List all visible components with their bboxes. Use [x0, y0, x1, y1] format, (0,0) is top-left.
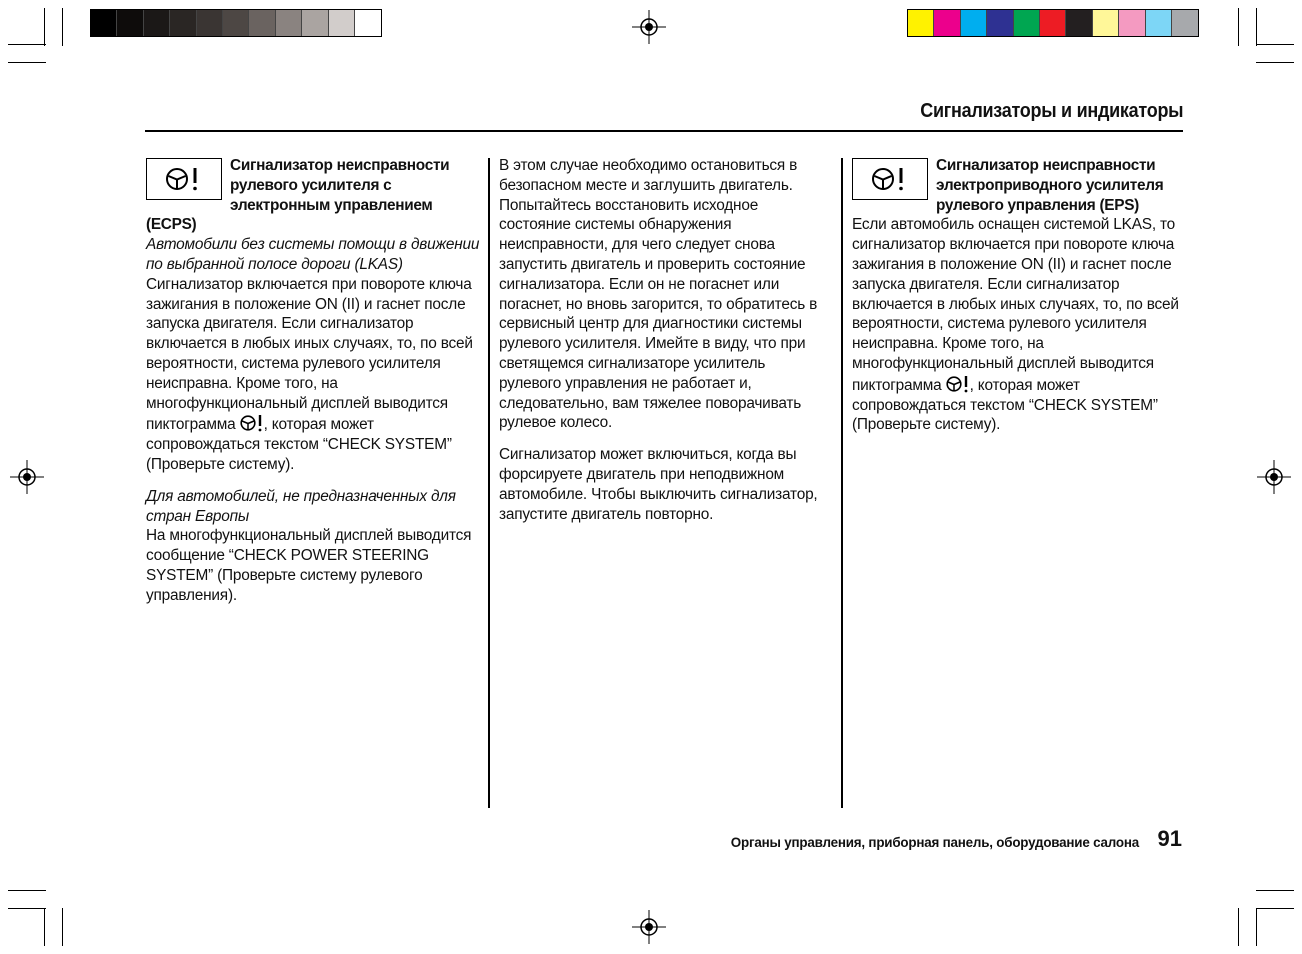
body-text: , которая может сопровождаться текстом “CHECK SYSTEM” (Проверьте систему).: [852, 376, 1158, 434]
body-paragraph: [852, 215, 1187, 435]
column-divider: [488, 158, 490, 808]
color-swatch: [1066, 10, 1092, 36]
warning-title-line: электроприводного усилителя: [936, 176, 1164, 194]
non-europe-note: Для автомобилей, не предназначенных для стран Европы: [146, 487, 456, 525]
warning-title-line: рулевого усилителя с: [230, 176, 392, 194]
crop-mark: [8, 908, 46, 909]
crop-mark: [1256, 908, 1294, 909]
color-swatch: [197, 10, 223, 36]
color-swatch: [934, 10, 960, 36]
page-title: Сигнализаторы и индикаторы: [919, 100, 1183, 122]
crop-mark: [8, 62, 46, 63]
color-swatch: [117, 10, 143, 36]
body-paragraph: Сигнализатор может включиться, когда вы форсируете двигатель при неподвижном автомобиле. Чтобы выключить сигнализатор, запустите двигатель повторно.: [499, 446, 818, 523]
crop-mark: [44, 8, 45, 46]
color-swatch: [144, 10, 170, 36]
section-footer: Органы управления, приборная панель, оборудование салона: [730, 835, 1139, 850]
crop-mark: [1256, 908, 1257, 946]
power-steering-warning-icon: [240, 413, 264, 433]
color-swatch: [329, 10, 355, 36]
crop-mark: [44, 908, 45, 946]
color-swatch: [276, 10, 302, 36]
power-steering-warning-icon: [946, 374, 970, 394]
color-swatch: [987, 10, 1013, 36]
process-color-bar: [907, 9, 1199, 37]
column-divider: [841, 158, 843, 808]
crop-mark: [1256, 890, 1294, 891]
registration-mark-icon: [10, 460, 44, 494]
registration-mark-icon: [632, 10, 666, 44]
color-swatch: [355, 10, 381, 36]
color-swatch: [1172, 10, 1198, 36]
body-paragraph: [146, 275, 486, 475]
color-swatch: [223, 10, 249, 36]
crop-mark: [1256, 44, 1294, 45]
warning-title-line: Сигнализатор неисправности: [230, 157, 450, 174]
column-2: [499, 156, 829, 524]
crop-mark: [1256, 8, 1257, 46]
registration-mark-icon: [1257, 460, 1291, 494]
crop-mark: [1238, 908, 1239, 946]
registration-mark-icon: [632, 910, 666, 944]
warning-title-line: электронным управлением (ECPS): [146, 196, 433, 234]
body-text: Если автомобиль оснащен системой LKAS, то сигнализатор включается при повороте ключа зажигания в положение ON (II) и гаснет после запуска двигателя. Если сигнализатор включается в любых иных случаях, то, по всей вероятности, система рулевого усилителя неисправна. Кроме того, на многофункциональный дисплей выводится пиктограмма: [852, 216, 1179, 394]
body-text: , которая может сопровождаться текстом “CHECK SYSTEM” (Проверьте систему).: [146, 416, 452, 473]
body-paragraph: На многофункциональный дисплей выводится сообщение “CHECK POWER STEERING SYSTEM” (Проверьте систему рулевого управления).: [146, 527, 472, 604]
color-swatch: [1119, 10, 1145, 36]
color-swatch: [1014, 10, 1040, 36]
color-swatch: [1040, 10, 1066, 36]
page-number: 91: [1157, 826, 1182, 851]
power-steering-warning-icon: [870, 164, 910, 194]
color-swatch: [170, 10, 196, 36]
color-swatch: [961, 10, 987, 36]
crop-mark: [62, 8, 63, 46]
crop-mark: [8, 890, 46, 891]
color-swatch: [91, 10, 117, 36]
crop-mark: [1256, 62, 1294, 63]
crop-mark: [62, 908, 63, 946]
color-swatch: [908, 10, 934, 36]
power-steering-warning-icon: [164, 164, 204, 194]
color-swatch: [249, 10, 275, 36]
column-3: [852, 156, 1187, 435]
crop-mark: [1238, 8, 1239, 46]
header-divider: [145, 130, 1183, 132]
warning-title-line: Сигнализатор неисправности: [936, 157, 1156, 174]
color-swatch: [302, 10, 328, 36]
warning-title-line: рулевого управления (EPS): [936, 196, 1140, 214]
color-swatch: [1093, 10, 1119, 36]
body-paragraph: В этом случае необходимо остановиться в безопасном месте и заглушить двигатель. Попытайтесь восстановить исходное состояние системы обнаружения неисправности, для чего следует снова запустить двигатель и проверить состояние сигнализатора. Если он не погаснет или погаснет, но вновь загорится, то обратитесь в сервисный центр для диагностики системы рулевого усилителя. Имейте в виду, что при светящемся сигнализаторе усилитель рулевого управления не работает и, следовательно, вам тяжелее поворачивать рулевое колесо.: [499, 157, 818, 432]
warning-icon-box: [146, 158, 222, 200]
warning-icon-box: [852, 158, 928, 200]
color-swatch: [1146, 10, 1172, 36]
lkas-note: Автомобили без системы помощи в движении по выбранной полосе дороги (LKAS): [146, 236, 480, 273]
crop-mark: [8, 44, 46, 45]
body-text: Сигнализатор включается при повороте ключа зажигания в положение ON (II) и гаснет после запуска двигателя. Если сигнализатор включается в любых иных случаях, то, по всей вероятности, система рулевого усилителя неисправна. Кроме того, на многофункциональный дисплей выводится пиктограмма: [146, 275, 473, 434]
column-1: [146, 156, 486, 606]
grayscale-color-bar: [90, 9, 382, 37]
